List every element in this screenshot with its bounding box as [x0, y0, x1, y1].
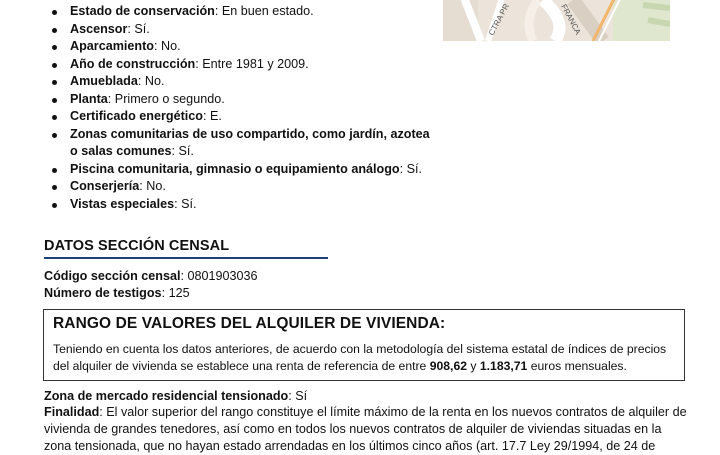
location-map [443, 0, 670, 41]
list-item: Vistas especiales: Sí. [50, 196, 430, 214]
rent-range-text: Teniendo en cuenta los datos anteriores, de acuerdo con la metodología del sistema estatal de índices de precios del alquiler de vivienda se establece una renta de referencia de entre 908,62 y 1.183,71 euros mensuales. [53, 342, 667, 373]
census-code-line: Código sección censal: 0801903036 [44, 269, 258, 283]
map-graphic [443, 0, 670, 41]
property-list [50, 3, 430, 213]
list-item: Conserjería: No. [50, 178, 430, 196]
list-item: Aparcamiento: No. [50, 38, 430, 56]
list-item: Zonas comunitarias de uso compartido, como jardín, azotea o salas comunes: Sí. [50, 126, 430, 161]
witness-count-label: Número de testigos [44, 286, 162, 300]
witness-count-value: 125 [168, 286, 190, 300]
census-code-value: 0801903036 [187, 269, 258, 283]
rent-range-title: RANGO DE VALORES DEL ALQUILER DE VIVIENDA: [53, 315, 446, 332]
list-item: Ascensor: Sí. [50, 21, 430, 39]
tension-zone-value: Sí [295, 389, 308, 403]
map-road-label-2: FRANCA [559, 2, 583, 36]
list-item: Año de construcción: Entre 1981 y 2009. [50, 56, 430, 74]
rent-min-value: 908,62 [429, 359, 467, 373]
list-item: Estado de conservación: En buen estado. [50, 3, 430, 21]
section-divider [44, 257, 328, 259]
list-item: Piscina comunitaria, gimnasio o equipamiento análogo: Sí. [50, 161, 430, 179]
tension-zone-line: Zona de mercado residencial tensionado: Sí [44, 389, 308, 403]
tension-zone-label: Zona de mercado residencial tensionado [44, 389, 289, 403]
census-code-label: Código sección censal [44, 269, 181, 283]
purpose-label: Finalidad [44, 405, 100, 419]
list-item: Amueblada: No. [50, 73, 430, 91]
map-road-label-1: CTRA PR [486, 2, 512, 37]
witness-count-line: Número de testigos: 125 [44, 286, 190, 300]
census-section-title: DATOS SECCIÓN CENSAL [44, 238, 230, 254]
rent-max-value: 1.183,71 [479, 359, 528, 373]
list-item: Planta: Primero o segundo. [50, 91, 430, 109]
list-item: Certificado energético: E. [50, 108, 430, 126]
purpose-paragraph: Finalidad: El valor superior del rango constituye el límite máximo de la renta en los nuevos contratos de alquiler de vivienda de grandes tenedores, así como en todos los nuevos contratos de alquiler de viviendas situadas en la zona tensionada, que no hayan estado arrendadas en los últimos cinco años (art. 17.7 Ley 29/1994, de 24 de [44, 405, 687, 453]
rent-range-box [43, 309, 685, 381]
